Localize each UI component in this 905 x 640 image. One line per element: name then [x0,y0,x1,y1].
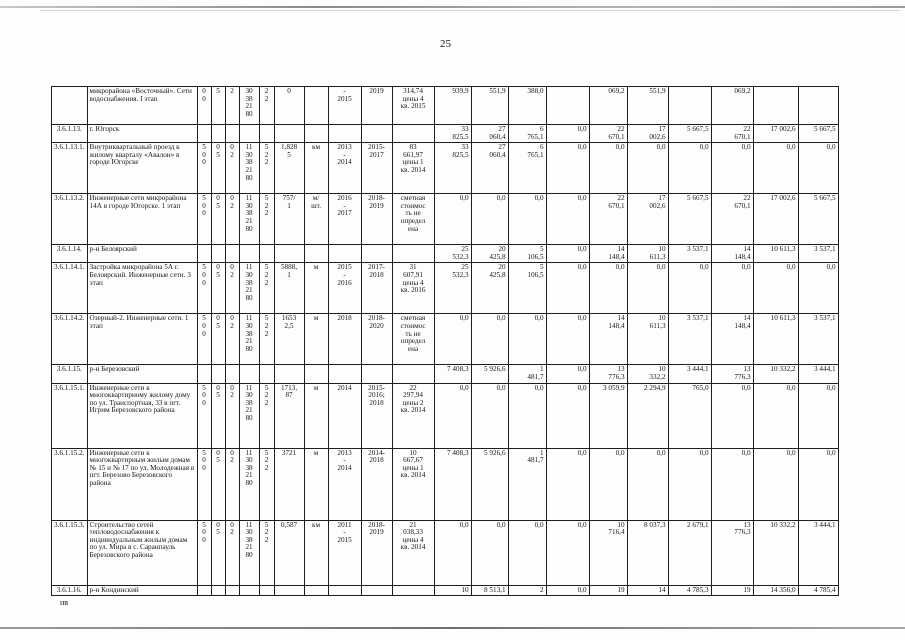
row-code-part-4 [239,125,259,143]
row-value-6: 14 [627,585,668,596]
row-value-5: 22 670,1 [589,125,627,143]
row-value-1: 0,0 [434,383,471,448]
row-name: Внутриквартальный проезд к жилому кварталу «Авалон» в городе Югорске [87,143,197,194]
row-code-part-1: 5 0 0 [197,194,211,245]
row-value-10: 4 785,4 [798,585,838,596]
row-value-6: 8 037,3 [627,520,668,585]
row-end-year: 2015- 2016; 2018 [361,383,392,448]
row-value-2: 5 926,6 [471,365,508,383]
row-value-4 [546,87,589,125]
row-value-9 [753,87,798,125]
row-code-part-2: 0 5 [211,143,225,194]
row-value-8: 0,0 [711,263,753,314]
row-value-5: 13 776,3 [589,365,627,383]
row-name: Озерный-2. Инженерные сети. 1 этап [87,314,197,365]
row-code [52,87,88,125]
row-code-part-2 [211,125,225,143]
row-estimated-cost [392,245,434,263]
row-value-5: 19 [589,585,627,596]
row-value-7: 0,0 [668,143,711,194]
row-code-part-3: 0 2 [225,383,239,448]
row-end-year [361,365,392,383]
row-code-part-1: 5 0 0 [197,263,211,314]
row-code-part-5 [259,585,274,596]
row-value-8: 14 148,4 [711,314,753,365]
row-estimated-cost [392,585,434,596]
row-capacity [274,585,304,596]
row-unit [304,125,328,143]
row-code-part-5: 5 2 2 [259,143,274,194]
row-value-10 [798,87,838,125]
row-capacity: 0 [274,87,304,125]
row-value-10: 0,0 [798,383,838,448]
row-value-5: 14 148,4 [589,245,627,263]
row-value-8: 069,2 [711,87,753,125]
row-value-7 [668,87,711,125]
row-name: р-н Березовский [87,365,197,383]
row-end-year: 2017- 2018 [361,263,392,314]
row-value-3: 1 481,7 [508,365,546,383]
row-code-part-2 [211,585,225,596]
table-row [52,143,839,194]
row-end-year [361,125,392,143]
row-unit: м [304,383,328,448]
row-code-part-1 [197,365,211,383]
table-row [52,448,839,520]
row-value-9: 10 611,3 [753,314,798,365]
row-value-5: 0,0 [589,448,627,520]
row-code-part-1: 0 0 [197,87,211,125]
row-code-part-5 [259,245,274,263]
row-value-8: 13 776,3 [711,365,753,383]
row-value-4: 0,0 [546,448,589,520]
row-value-7: 765,0 [668,383,711,448]
row-value-4: 0,0 [546,365,589,383]
row-end-year: 2014- 2018 [361,448,392,520]
table-row [52,314,839,365]
row-value-9: 10 611,3 [753,245,798,263]
row-code-part-1: 5 0 0 [197,520,211,585]
row-start-year: 2018 [328,314,361,365]
row-value-6: 17 002,6 [627,194,668,245]
row-start-year: 2011 - 2015 [328,520,361,585]
row-code: 3.6.1.14.1. [52,263,88,314]
row-start-year: 2015 - 2016 [328,263,361,314]
row-estimated-cost [392,365,434,383]
row-name: Строительство сетей тепловодоснабжения к индивидуальным жилым домам по ул. Мира в с. Саранпауль Березовского района [87,520,197,585]
row-code-part-1 [197,585,211,596]
row-name: Инженерные сети микрорайона 14А в городе Югорске. 1 этап [87,194,197,245]
row-end-year [361,245,392,263]
row-value-4: 0,0 [546,143,589,194]
row-capacity: 3721 [274,448,304,520]
row-capacity [274,125,304,143]
row-unit: км [304,143,328,194]
row-estimated-cost: 314,74 цены 4 кв. 2015 [392,87,434,125]
row-value-10: 0,0 [798,263,838,314]
row-value-2: 20 425,8 [471,263,508,314]
row-value-4: 0,0 [546,125,589,143]
row-code-part-3 [225,245,239,263]
scan-bottom-edge [0,627,905,629]
row-unit: км [304,520,328,585]
footer-mark: нв [60,598,69,607]
page-number: 25 [440,38,451,50]
row-value-7: 5 667,5 [668,125,711,143]
row-value-3: 6 765,1 [508,125,546,143]
row-capacity [274,245,304,263]
row-value-7: 0,0 [668,448,711,520]
row-value-9: 17 002,6 [753,125,798,143]
row-name: Инженерные сети к многоквартирному жилому дому по ул. Транспортная, 33 в пгт. Игрим Березовского района [87,383,197,448]
row-code-part-4: 11 30 38 21 80 [239,383,259,448]
row-value-1: 33 825,5 [434,143,471,194]
row-code-part-1: 5 0 0 [197,448,211,520]
row-code-part-5 [259,365,274,383]
budget-table-body [52,87,839,596]
row-value-8: 22 670,1 [711,194,753,245]
row-code-part-2: 0 5 [211,314,225,365]
row-end-year [361,585,392,596]
row-value-1: 939,9 [434,87,471,125]
row-start-year: 2013 - 2014 [328,143,361,194]
row-value-10: 3 444,1 [798,365,838,383]
row-code-part-4: 11 30 38 21 80 [239,520,259,585]
row-value-9: 0,0 [753,383,798,448]
row-value-9: 10 332,2 [753,520,798,585]
row-code-part-2: 0 5 [211,520,225,585]
row-estimated-cost: 31 607,91 цены 4 кв. 2016 [392,263,434,314]
scan-top-edge [0,6,905,8]
row-value-1: 7 408,3 [434,448,471,520]
row-code: 3.6.1.14.2. [52,314,88,365]
row-value-9: 0,0 [753,143,798,194]
row-capacity [274,365,304,383]
row-code-part-3: 0 2 [225,143,239,194]
row-value-2: 20 425,8 [471,245,508,263]
row-value-10: 3 537,1 [798,245,838,263]
row-name: р-н Кондинский [87,585,197,596]
row-value-2: 0,0 [471,314,508,365]
row-start-year: - 2015 [328,87,361,125]
row-code: 3.6.1.15.3. [52,520,88,585]
row-value-9: 0,0 [753,448,798,520]
row-code-part-3: 2 [225,87,239,125]
row-value-8: 19 [711,585,753,596]
row-value-2: 8 513,1 [471,585,508,596]
row-value-1: 0,0 [434,520,471,585]
row-code-part-1 [197,245,211,263]
row-code-part-4: 11 30 38 21 80 [239,263,259,314]
row-code-part-5: 5 2 2 [259,448,274,520]
row-code-part-2: 0 5 [211,383,225,448]
row-unit: м/ шт. [304,194,328,245]
row-value-5: 069,2 [589,87,627,125]
row-value-5: 3 059,9 [589,383,627,448]
row-value-8: 0,0 [711,143,753,194]
table-row [52,245,839,263]
row-start-year: 2014 [328,383,361,448]
table-row [52,383,839,448]
row-code-part-4: 11 30 38 21 80 [239,314,259,365]
row-value-2: 0,0 [471,383,508,448]
row-value-3: 6 765,1 [508,143,546,194]
row-estimated-cost: 21 038,33 цены 4 кв. 2014 [392,520,434,585]
row-start-year: 2016 - 2017 [328,194,361,245]
row-value-8: 14 148,4 [711,245,753,263]
row-code: 3.6.1.16. [52,585,88,596]
row-code-part-4 [239,365,259,383]
row-unit [304,585,328,596]
row-value-5: 14 148,4 [589,314,627,365]
row-end-year: 2018- 2019 [361,194,392,245]
row-value-6: 0,0 [627,448,668,520]
row-code-part-2: 5 [211,87,225,125]
row-value-6: 2 294,9 [627,383,668,448]
row-code-part-1: 5 0 0 [197,383,211,448]
row-value-4: 0,0 [546,520,589,585]
row-value-5: 0,0 [589,263,627,314]
row-code-part-4: 11 30 38 21 80 [239,143,259,194]
row-value-4: 0,0 [546,585,589,596]
row-capacity: 5888, 1 [274,263,304,314]
row-value-8: 13 776,3 [711,520,753,585]
row-value-8: 0,0 [711,383,753,448]
row-value-2: 27 060,4 [471,125,508,143]
row-value-7: 3 537,1 [668,245,711,263]
row-capacity: 0,587 [274,520,304,585]
row-value-6: 0,0 [627,143,668,194]
row-value-7: 2 679,1 [668,520,711,585]
row-name: г. Югорск [87,125,197,143]
row-value-10: 0,0 [798,143,838,194]
row-value-6: 10 611,3 [627,314,668,365]
row-value-4: 0,0 [546,314,589,365]
row-value-6: 551,9 [627,87,668,125]
row-value-5: 10 716,4 [589,520,627,585]
row-value-10: 5 667,5 [798,194,838,245]
row-code: 3.6.1.13.2. [52,194,88,245]
row-value-10: 3 537,1 [798,314,838,365]
row-end-year: 2018- 2019 [361,520,392,585]
row-code-part-3: 0 2 [225,520,239,585]
row-start-year [328,245,361,263]
row-unit [304,365,328,383]
row-value-3: 1 481,7 [508,448,546,520]
row-value-4: 0,0 [546,194,589,245]
budget-table [51,86,839,596]
row-value-8: 22 670,1 [711,125,753,143]
table-row [52,263,839,314]
row-value-3: 0,0 [508,520,546,585]
row-code-part-3: 0 2 [225,448,239,520]
row-code-part-3: 0 2 [225,314,239,365]
row-value-1: 0,0 [434,314,471,365]
row-unit: м [304,263,328,314]
row-code: 3.6.1.13. [52,125,88,143]
row-value-1: 10 [434,585,471,596]
row-value-1: 0,0 [434,194,471,245]
row-code-part-4 [239,585,259,596]
row-name: Инженерные сети к многоквартирным жилым домам № 15 и № 17 по ул. Молодежная в пгт. Березово Березовского района [87,448,197,520]
row-value-1: 25 532,3 [434,263,471,314]
row-estimated-cost: 83 661,97 цены 1 кв. 2014 [392,143,434,194]
row-estimated-cost: сметная стоимос ть не определ ена [392,194,434,245]
row-value-5: 22 670,1 [589,194,627,245]
row-capacity: 1653 2,5 [274,314,304,365]
row-start-year: 2013 - 2014 [328,448,361,520]
row-code-part-5: 5 2 2 [259,520,274,585]
row-code-part-5: 2 2 [259,87,274,125]
row-value-3: 2 [508,585,546,596]
row-code-part-2: 0 5 [211,194,225,245]
row-value-9: 0,0 [753,263,798,314]
row-code-part-5: 5 2 2 [259,383,274,448]
row-code-part-2 [211,245,225,263]
table-row [52,585,839,596]
row-value-9: 10 332,2 [753,365,798,383]
row-code: 3.6.1.15.1. [52,383,88,448]
row-value-3: 388,0 [508,87,546,125]
row-code-part-4: 11 30 38 21 80 [239,448,259,520]
row-code-part-3: 0 2 [225,194,239,245]
row-value-7: 3 444,1 [668,365,711,383]
row-value-7: 5 667,5 [668,194,711,245]
row-end-year: 2018- 2020 [361,314,392,365]
row-start-year [328,585,361,596]
row-value-1: 33 825,5 [434,125,471,143]
row-code-part-5: 5 2 2 [259,194,274,245]
row-value-1: 7 408,3 [434,365,471,383]
row-value-6: 10 332,2 [627,365,668,383]
row-code: 3.6.1.15. [52,365,88,383]
row-value-3: 5 106,5 [508,245,546,263]
row-code: 3.6.1.13.1. [52,143,88,194]
row-code-part-5: 5 2 2 [259,314,274,365]
row-unit: м [304,314,328,365]
row-end-year: 2015- 2017 [361,143,392,194]
row-value-3: 0,0 [508,194,546,245]
row-estimated-cost: сметная стоимос ть не определ ена [392,314,434,365]
table-row [52,520,839,585]
row-value-9: 17 002,6 [753,194,798,245]
table-row [52,365,839,383]
row-code: 3.6.1.15.2. [52,448,88,520]
row-value-4: 0,0 [546,245,589,263]
row-value-3: 0,0 [508,383,546,448]
row-value-3: 5 106,5 [508,263,546,314]
row-value-2: 0,0 [471,194,508,245]
row-end-year: 2019 [361,87,392,125]
row-name: Застройка микрорайона 5А г. Белоярский. Инженерные сети. 3 этап [87,263,197,314]
row-value-9: 14 356,0 [753,585,798,596]
row-start-year [328,365,361,383]
row-value-3: 0,0 [508,314,546,365]
row-value-10: 3 444,1 [798,520,838,585]
row-unit: м [304,448,328,520]
row-code-part-4 [239,245,259,263]
row-unit [304,87,328,125]
row-value-2: 5 926,6 [471,448,508,520]
row-code-part-3 [225,585,239,596]
row-code-part-4: 11 30 38 21 80 [239,194,259,245]
row-value-2: 0,0 [471,520,508,585]
table-row [52,194,839,245]
row-value-6: 10 611,3 [627,245,668,263]
row-start-year [328,125,361,143]
row-value-10: 0,0 [798,448,838,520]
row-value-7: 0,0 [668,263,711,314]
table-row [52,87,839,125]
row-estimated-cost [392,125,434,143]
row-code-part-4: 30 38 21 80 [239,87,259,125]
row-value-2: 27 060,4 [471,143,508,194]
row-value-6: 17 002,6 [627,125,668,143]
row-value-5: 0,0 [589,143,627,194]
row-name: р-н Белоярский [87,245,197,263]
row-code-part-2 [211,365,225,383]
row-value-7: 4 785,3 [668,585,711,596]
row-code-part-3 [225,365,239,383]
row-capacity: 757/ 1 [274,194,304,245]
table-row [52,125,839,143]
row-value-10: 5 667,5 [798,125,838,143]
row-value-4: 0,0 [546,383,589,448]
row-value-7: 3 537,1 [668,314,711,365]
row-estimated-cost: 22 297,94 цены 2 кв. 2014 [392,383,434,448]
row-value-8: 0,0 [711,448,753,520]
row-code-part-5: 5 2 2 [259,263,274,314]
row-value-6: 0,0 [627,263,668,314]
row-code-part-1 [197,125,211,143]
row-code-part-1: 5 0 0 [197,314,211,365]
row-value-1: 25 532,3 [434,245,471,263]
row-code-part-2: 0 5 [211,263,225,314]
row-value-2: 551,9 [471,87,508,125]
row-code-part-1: 5 0 0 [197,143,211,194]
row-code-part-5 [259,125,274,143]
row-unit [304,245,328,263]
row-capacity: 1713, 87 [274,383,304,448]
scan-top-edge-faint [40,10,900,11]
row-code-part-3 [225,125,239,143]
row-name: микрорайона «Восточный». Сети водоснабжения. I этап [87,87,197,125]
row-capacity: 1,828 5 [274,143,304,194]
row-value-4: 0,0 [546,263,589,314]
row-code: 3.6.1.14. [52,245,88,263]
row-code-part-2: 0 5 [211,448,225,520]
row-code-part-3: 0 2 [225,263,239,314]
row-estimated-cost: 10 667,67 цены 1 кв. 2014 [392,448,434,520]
